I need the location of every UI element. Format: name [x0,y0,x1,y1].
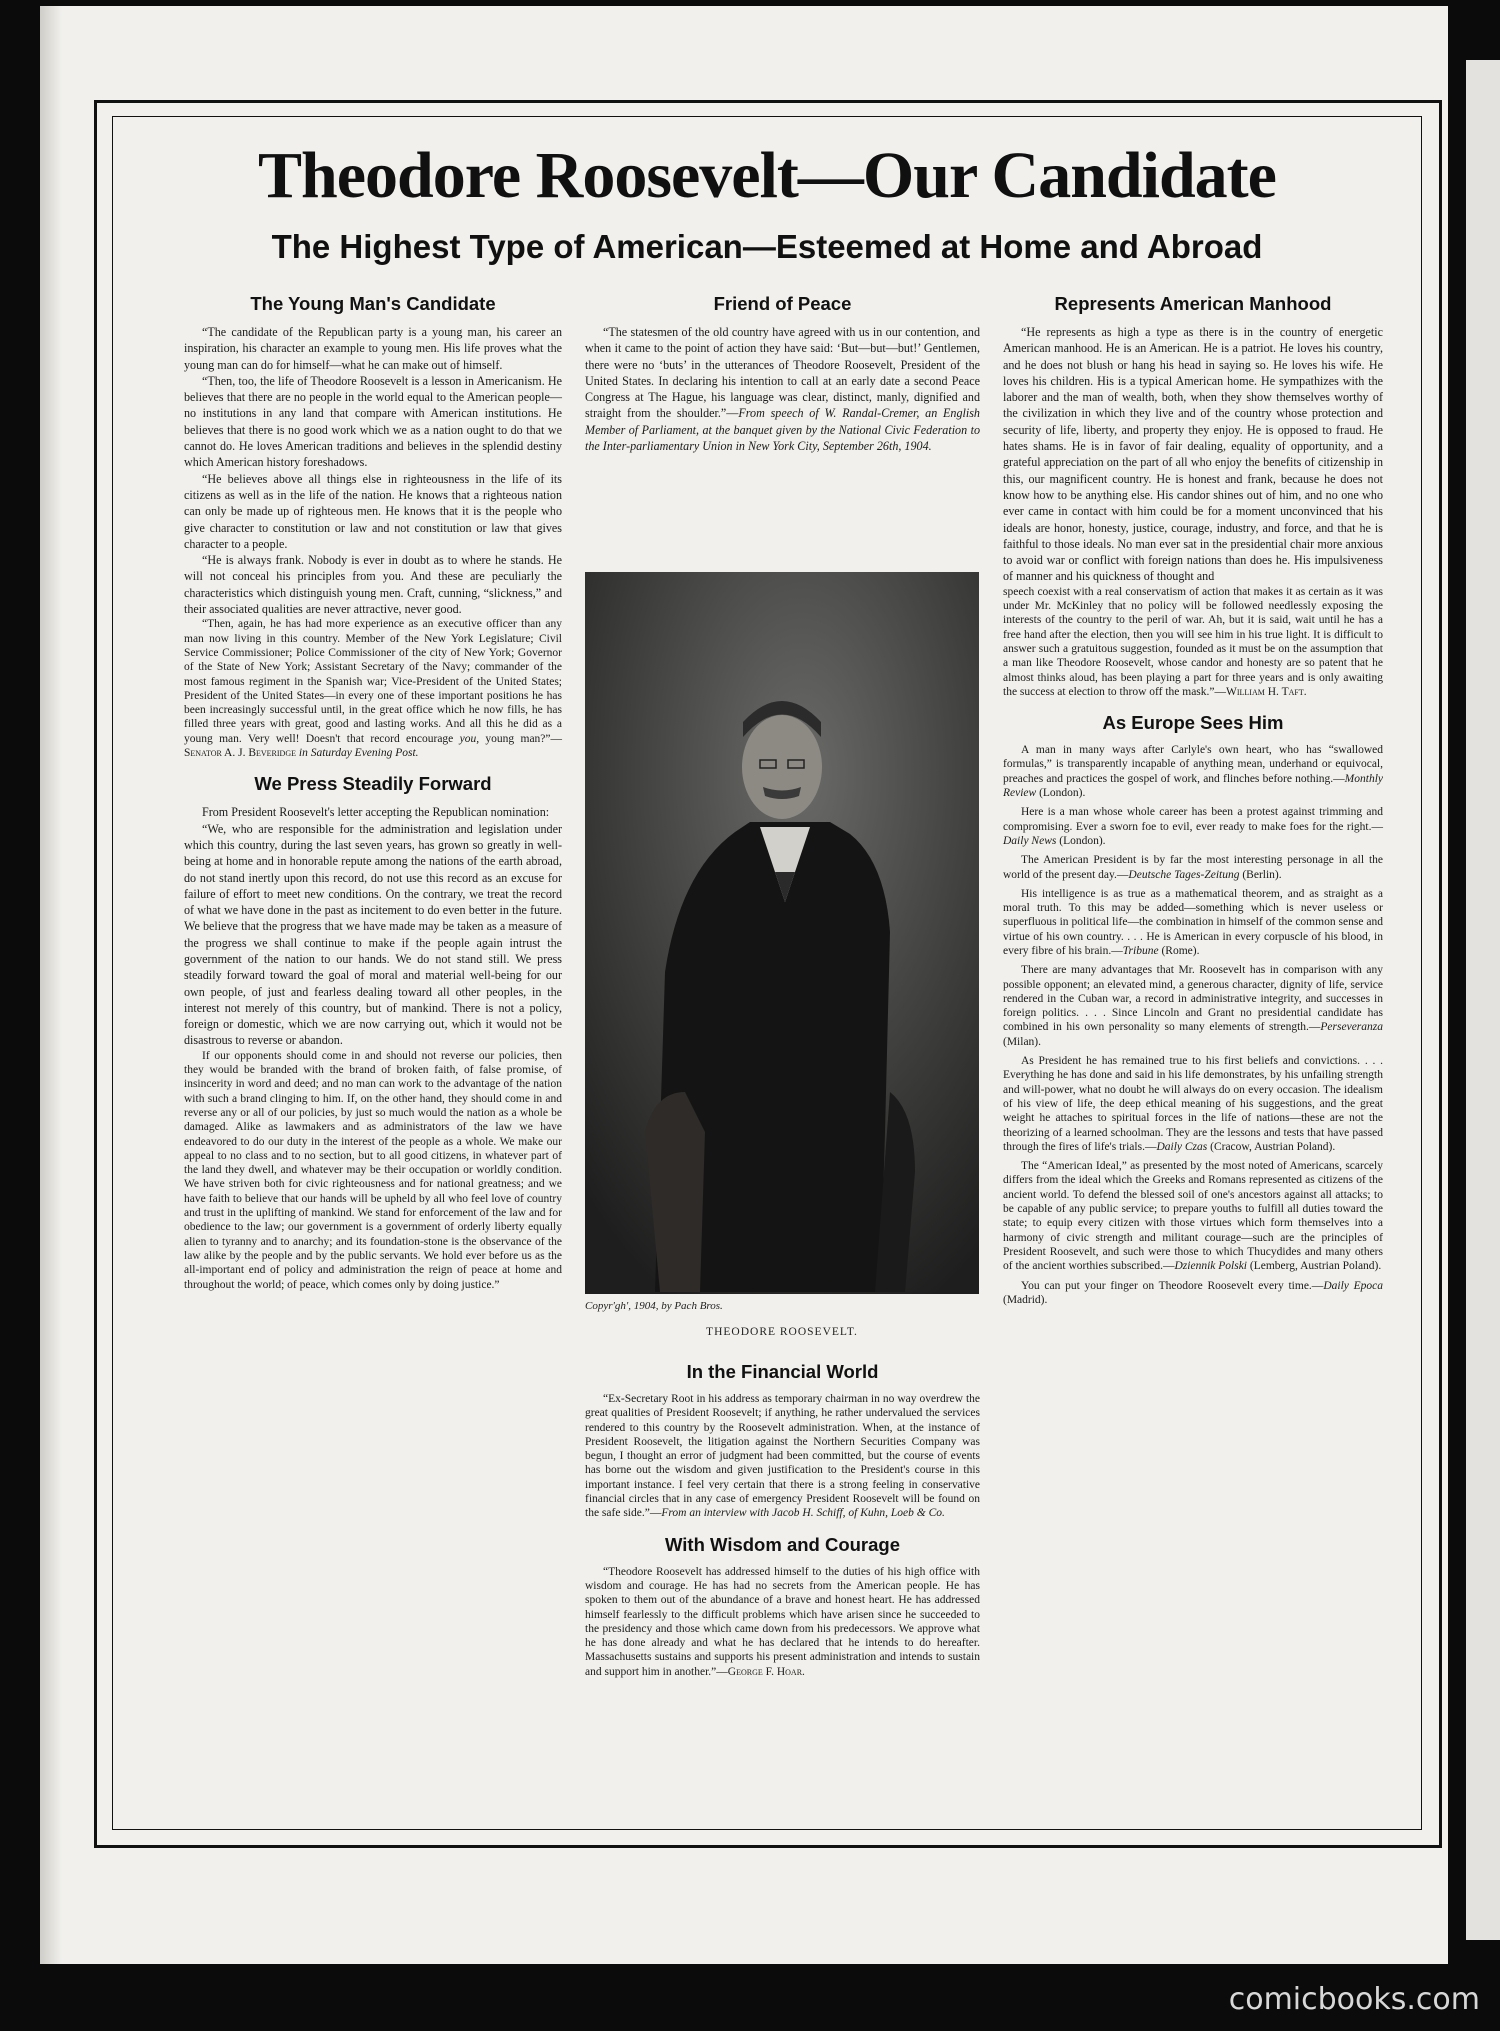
manhood-paragraph-a: “He represents as high a type as there is in the country of energetic American manhood. He is an American. He is a patriot. He loves his country, and he does not blush or hang his head in saying so. He loves his wife. He loves his children. His is a typical American home. He sympathizes with the laborer and the man of wealth, both, when they show themselves worthy of the civilization in which they live and of the country whose protection and security of life, liberty, and property they enjoy. He is opposed to fraud. He hates shams. He is in favor of fair dealing, equality of opportunity, and a grateful appreciation on the part of all who enjoy the benefits of citizenship in this, our magnificent country. He is honest and frank, because he does not know how to be anything else. His candor shines out of him, and no one who ever came in contact with him could be for a moment unconvinced that his ideals are honor, honesty, justice, courage, industry, and force, and that he is faithful to those ideals. No man ever sat in the presidential chair more anxious to avoid war or conflict with foreign nations than does he. His impulsiveness of manner and his quickness of thought and [1003,325,1383,584]
young-man-paragraph-final [184,617,562,760]
quote-source-city: (London). [1056,834,1106,847]
section-heading-peace: Friend of Peace [713,293,852,314]
europe-quotes [1003,743,1383,1307]
section-heading-young-man: The Young Man's Candidate [250,293,496,314]
quote-source-city: (Milan). [1003,1035,1042,1048]
author-beveridge: Senator A. J. Beveridge [184,747,296,760]
quote-source: Deutsche Tages-Zeitung [1128,868,1240,881]
young-man-paragraph-text: “Then, again, he has had more experience as an executive officer than any man now living in this country. Member of the New York Legislature; Civil Service Commissioner; Police Commissioner of the city of New York; Governor of the State of New York; Assistant Secretary of the Navy; commander of the most famous regiment in the Spanish war; Vice-President of the United States; President of the United States—in every one of these important positions he has been increasingly successful until, in the great office which he now fills, he has filled three years with great, good and lasting works. And all this he did as a young man. Very well! Doesn't that record encourage [184,618,562,745]
europe-quote [1003,743,1383,800]
europe-quote [1003,1279,1383,1308]
section-heading-wisdom: With Wisdom and Courage [664,1533,901,1555]
quote-text: As President he has remained true to his first beliefs and convictions. . . . Everything he has done and said in his life demonstrates, by his unfailing strength and will-power, what no doubt he will always do on every occasion. The idealism of his view of life, the deep ethical meaning of his suggestions, and the great weight he attaches to spiritual forces in the life of nations—these are not the theorizing of a learned schoolman. They are the lessons and tests that have passed through the fires of life's trials.— [1003,1055,1383,1153]
quote-source-city: (Berlin). [1239,868,1282,881]
quote-text: The American President is by far the most interesting personage in all the world of the present day.— [1003,854,1383,881]
quote-source: Tribune [1122,944,1159,957]
peace-paragraph [585,324,980,454]
quote-source-city: (London). [1036,787,1086,800]
emphasis-you: you, [459,732,480,745]
young-man-paragraph: “Then, too, the life of Theodore Roosevelt is a lesson in Americanism. He believes that there are no people in the world equal to the American people—no institutions in any land that compare with American institutions. He believes that there is no good work which we as a nation ought to do that we cannot do. He loves American traditions and believes in the splendid destiny which American history foreshadows. [184,373,562,470]
quote-text: His intelligence is as true as a mathematical theorem, and as straight as a moral truth. To this may be added—something which is never useless or superfluous in political life—the combination in himself of the common sense and virtue of his own country. . . . He is American in every corpuscle of his blood, in every fibre of his brain.— [1003,887,1383,957]
page-gutter-shadow [40,6,62,1964]
quote-source: Daily Epoca [1323,1279,1383,1292]
author-taft: William H. Taft. [1226,685,1307,698]
section-heading-europe: As Europe Sees Him [1102,712,1284,734]
quote-source-city: (Lemberg, Austrian Poland). [1247,1260,1382,1273]
peace-text: “The statesmen of the old country have agreed with us in our contention, and when it came to the point of action they have said: ‘But—but—but!’ Gentlemen, there were no ‘buts’ in the utterances of Theodore Roosevelt, President of the United States. In declaring his intention to call at an early date a second Peace Congress at The Hague, his language was clear, distinct, manly, dignified and straight from the shoulder.”— [585,325,980,421]
quote-text: There are many advantages that Mr. Roosevelt has in comparison with any possible opponent; an elevated mind, a generous character, dignity of life, service rendered in the Cuban war, a record in administrative integrity, and successes in foreign politics. . . . Since Lincoln and Grant no presidential candidate has combined in his own personality so many elements of strength.— [1003,964,1383,1034]
subheadline: The Highest Type of American—Esteemed at Home and Abroad [271,228,1263,265]
europe-quote [1003,1054,1383,1154]
quote-source: Daily Czas [1156,1140,1208,1153]
europe-quote [1003,1159,1383,1273]
financial-paragraph [585,1392,980,1521]
quote-source-city: (Madrid). [1003,1293,1048,1306]
quote-text: The “American Ideal,” as presented by the most noted of Americans, scarcely differs from the ideal which the Greeks and Romans represented as citizens of the ancient world. To defend the blessed soil of one's ancestors against all attacks; to be capable of any public service; to prepare youths to fulfill all duties toward the state; to equip every citizen with those virtues which form themselves into a harmony of civic strength and militant courage—such are the principles of President Roosevelt, and such were those to which Thucydides and many others of the ancient worthies subscribed.— [1003,1160,1383,1273]
right-column [1003,292,1383,1312]
middle-column [585,292,980,454]
section-heading-financial: In the Financial World [686,1361,879,1382]
wisdom-text: “Theodore Roosevelt has addressed himself to the duties of his high office with wisdom and courage. He has had no secrets from the American people. He has spoken to them out of the abundance of a brave and honest heart. He has addressed himself fearlessly to the difficult problems which have arisen since he succeeded to the presidency and those which came down from his predecessors. We approve what he has done already and what he has declared that he intends to do hereafter. Massachusetts sustains and supports his present administration and intends to sustain and support him in another.”— [585,1565,980,1678]
peace-source: From speech of W. Randal-Cremer, an English Member of Parliament, at the banquet given by the National Civic Federation to the Inter-parliamentary Union in New York City, September 26th, 1904. [585,406,980,454]
wisdom-paragraph [585,1565,980,1679]
headline: Theodore Roosevelt—Our Candidate [258,139,1276,212]
young-man-paragraph: “The candidate of the Republican party is a young man, his career an inspiration, his character an example to young men. His life proves what the young man can do for himself—what he can make out of himself. [184,325,562,372]
forward-paragraph-b: If our opponents should come in and should not reverse our policies, then they would be branded with the brand of broken faith, of false promise, of insincerity in word and deed; and no man can work to the advantage of the nation with such a brand clinging to him. If, on the other hand, they should come in and reverse any or all of our policies, by just so much would the nation as a whole be damaged. Alike as lawmakers and as administrators of the law we have endeavored to do our duty in the interest of the people as a whole. We make our appeal to no class and to no section, but to all good citizens, in whatever part of the land they dwell, and whatever may be their occupation or worldly condition. We have striven both for civic righteousness and for national greatness; and we have faith to believe that our hands will be upheld by all who feel love of country and trust in the uplifting of mankind. We stand for enforcement of the law and for obedience to the law; our government is a government of orderly liberty equally alien to tyranny and to anarchy; and its foundation-stone is the observance of the law alike by the people and by the public servants. We hold ever before us as the all-important end of policy and administration the reign of peace at home and throughout the world; of peace, which comes only by doing justice.” [184,1049,562,1291]
photo-caption: THEODORE ROOSEVELT. [706,1326,858,1338]
quote-text: Here is a man whose whole career has been a protest against trimming and compromising. Ever a sworn foe to evil, ever ready to make foes for the right.— [1003,806,1383,833]
financial-source: From an interview with Jacob H. Schiff, of Kuhn, Loeb & Co. [661,1507,945,1520]
forward-intro: From President Roosevelt's letter accepting the Republican nomination: [202,805,550,820]
young-man-paragraph: “He is always frank. Nobody is ever in doubt as to where he stands. He will not conceal his principles from you. And these are peculiarly the characteristics which distinguish young men. Craft, cunning, “slickness,” and their associated qualities are never attractive, never good. [184,553,562,617]
forward-paragraph-a: “We, who are responsible for the administration and legislation under which this country, during the last seven years, has grown so greatly in well-being at home and in honorable repute among the nations of the earth abroad, do not stand inertly upon this record, do not use this record as an excuse for failure of effort to meet new conditions. On the contrary, we treat the record of what we have done in the past as incitement to do even better in the future. We believe that the progress that we have made may be taken as a measure of the progress we shall continue to make if the people again intrust the government of the nation to our hands. We do not stand still. We press steadily forward toward the goal of moral and material well-being for our own people, of just and fearless dealing toward all other peoples, in the interest not merely of this country, but of mankind. There is not a policy, foreign or domestic, which we are now carrying out, which it would not be disastrous to reverse or abandon. [184,821,562,1048]
photo-credit: Copyr'gh', 1904, by Pach Bros. [585,1300,723,1312]
author-hoar: George F. Hoar. [727,1665,805,1678]
quote-text: You can put your finger on Theodore Roosevelt every time.— [1021,1279,1324,1292]
financial-text: “Ex-Secretary Root in his address as temporary chairman in no way overdrew the great qualities of President Roosevelt; if anything, he rather undervalued the services rendered to this country by the Roosevelt administration. When, at the instance of President Roosevelt, the litigation against the Northern Securities Company was begun, I thought an error of judgment had been committed, but the course of events has borne out the wisdom and given justification to the President's course in this important instance. I feel very certain that there is a strong feeling in conservative financial circles that in any case of emergency President Roosevelt will be found on the safe side.”— [585,1393,980,1520]
source-saturday-evening-post: in Saturday Evening Post. [296,747,419,760]
portrait-photograph [585,572,979,1294]
quote-source-city: (Cracow, Austrian Poland). [1207,1140,1336,1153]
manhood-paragraph-b [1003,585,1383,699]
section-heading-manhood: Represents American Manhood [1054,293,1332,314]
watermark: comicbooks.com [1228,1982,1480,2017]
quote-source: Perseveranza [1320,1021,1383,1034]
europe-quote [1003,853,1383,882]
manhood-text: speech coexist with a real conservatism of action that makes it as certain as it was under Mr. McKinley that no policy will be followed needlessly exposing the interests of the country to the peril of war. Ah, but it is said, wait until he has a free hand after the election, then you will see him in his true light. It is difficult to answer such a gratuitous suggestion, founded as it must be on the assumption that a man like Theodore Roosevelt, whose candor and honesty are so patent that he almost thinks aloud, has been playing a part for three years and is only awaiting the success at election to throw off the mask.”— [1003,585,1383,698]
young-man-paragraph: “He believes above all things else in righteousness in the life of its citizens as well as in the life of the nation. He knows that a righteous nation can only be made up of righteous men. He knows that it is the people who give character to constitution or law and not constitution or law that gives character to a people. [184,471,562,551]
adjacent-page-edge [1466,60,1500,1940]
quote-source: Monthly Review [1003,772,1383,800]
left-column [184,292,562,1292]
europe-quote [1003,887,1383,958]
quote-source: Daily News [1003,834,1057,847]
quote-source: Dziennik Polski [1174,1260,1247,1273]
middle-column-lower [585,1360,980,1679]
quote-text: A man in many ways after Carlyle's own heart, who has “swallowed formulas,” is transparently incapable of anything mean, underhand or equivocal, preaches and practices the gospel of work, and flinches before nothing.— [1003,744,1383,785]
section-heading-forward: We Press Steadily Forward [254,773,492,795]
closing-text: young man?”— [479,732,563,745]
quote-source-city: (Rome). [1158,944,1200,957]
europe-quote [1003,963,1383,1049]
europe-quote [1003,805,1383,848]
